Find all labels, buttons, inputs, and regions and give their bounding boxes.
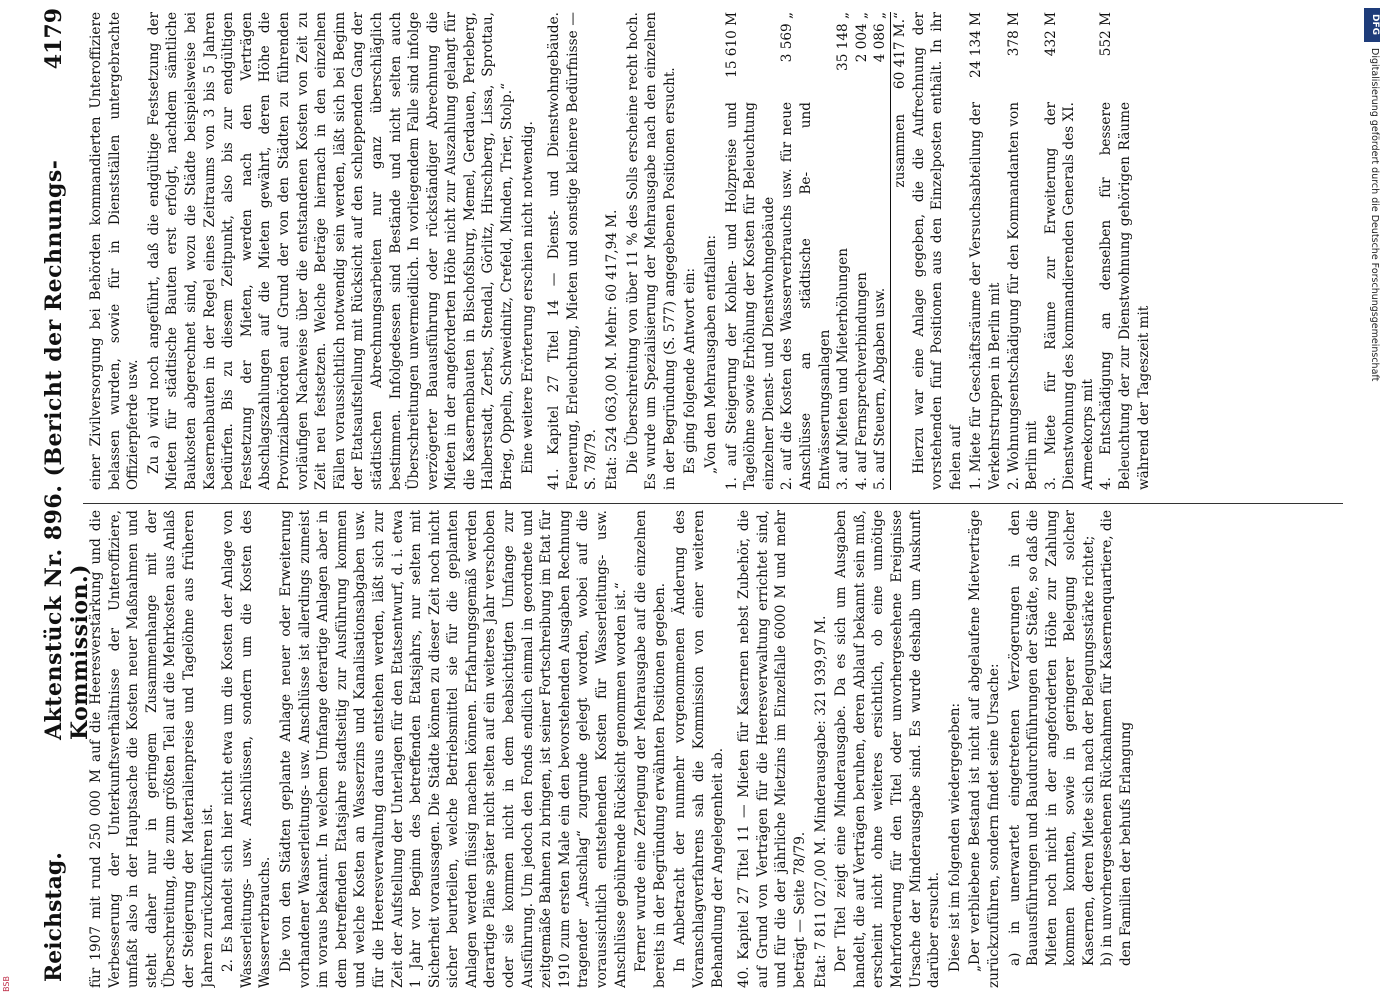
item-41-text: Die Überschreitung von über 11 % des Solls erscheine recht hoch. Es wurde um Spezialisierung der Mehrausgabe nach den einzelnen in der Begründung (S. 577) angegebenen Positionen ersucht. xyxy=(624,12,678,490)
item-41-answer-lead: „Von den Mehrausgaben entfallen: xyxy=(703,234,719,474)
cost-label: 3. auf Mieten und Mieterhöhungen xyxy=(835,248,852,490)
reason-list xyxy=(1006,510,1136,988)
annex-label: 3. Miete für Räume zur Erweiterung der Dienstwohnung des kommandierenden Generals des XI. Armeekorps mit xyxy=(1042,102,1096,490)
right-column xyxy=(87,12,1345,490)
annex-label: 2. Wohnungsentschädigung für den Kommandanten von Berlin mit xyxy=(1005,102,1041,490)
table-row xyxy=(778,12,834,490)
item-40-reply-quote: „Der verbliebene Bestand ist nicht auf abgelaufene Mietverträge zurückzuführen, sondern findet seine Ursache: xyxy=(967,510,1002,988)
cost-label: 2. auf die Kosten des Wasserverbrauchs usw. für neue Anschlüsse an städtische Be- und Entwässerungsanlagen xyxy=(779,102,833,490)
column-divider xyxy=(83,503,1343,504)
cost-value: 35 148 „ xyxy=(835,12,852,71)
cost-breakdown-table xyxy=(723,12,910,490)
paragraph: Zu a) wird noch angeführt, daß die endgültige Festsetzung der Mieten für städtische Bauten erst erfolgt, nachdem sämtliche Baukosten abgerechnet sind, wozu die Städte beispielsweise bei Kasernenbauten in der Regel eines Zeitraums von 3 bis 5 Jahren bedürfen. Bis zu diesem Zeitpunkt, also bis zur endgültigen Festsetzung der Mieten, werden nach den Verträgen Abschlagszahlungen auf die Mieten gewährt, deren Höhe die Provinzialbehörden auf Grund der von den Städten zu führenden vorläufigen Nachweise über die entstandenen Kosten von Zeit zu Zeit neu festsetzen. Welche Beträge hiernach in den einzelnen Fällen voraussichtlich notwendig sein werden, läßt sich bei Beginn der Etatsaufstellung mit Rücksicht auf den schleppenden Gang der städtischen Abrechnungsarbeiten nur ganz überschläglich bestimmen. Infolgedessen sind Bestände und nicht selten auch Überschreitungen unvermeidlich. In vorliegendem Falle sind infolge verzögerter Bauausführung oder rückständiger Abrechnung die Mieten in der angeforderten Höhe nicht zur Auszahlung gelangt für die Kasernenbauten in Bischofsburg, Memel, Gerdauen, Perleberg, Halberstadt, Zerbst, Stendal, Görlitz, Hirschberg, Lissa, Sprottau, Brieg, Oppeln, Schweidnitz, Crefeld, Minden, Trier, Stolp.“ xyxy=(145,12,516,490)
credit-text: Digitalisierung gefördert durch die Deutsche Forschungsgemeinschaft xyxy=(1369,48,1380,382)
annex-label: 1. Miete für Geschäftsräume der Versuchsabteilung der Verkehrstruppen in Berlin mit xyxy=(968,102,1003,490)
paragraph: für 1907 mit rund 250 000 M auf die Heeresverstärkung und die Verbesserung der Unterkunftsverhältnisse der Unteroffiziere, umfaßt also in der Hauptsache die Kosten neuer Maßnahmen und steht daher nur in geringem Zusammenhange mit der Überschreitung, die zum größten Teil auf die Mehrkosten aus Anlaß der Steigerung der Materialienpreise und Tagelöhne aus früheren Jahren zurückzuführen ist. xyxy=(88,510,216,988)
total-label: zusammen xyxy=(890,102,909,490)
item-40-text: Der Titel zeigt eine Minderausgabe. Da es sich um Ausgaben handelt, die auf Verträgen beruhen, deren Ablauf bekannt sein muß, erscheint nicht ohne weiteres ersichtlich, ob eine unnötige Mehrforderung für den Titel oder unvorhergesehene Ereignisse Ursache der Minderausgabe sind. Es wurde deshalb um Auskunft darüber ersucht. xyxy=(833,510,943,988)
item-41-annex-intro: Hierzu war eine Anlage gegeben, die die Aufrechnung der vorstehenden fünf Positionen aus den Einzelposten enthält. In ihr fielen auf xyxy=(910,12,964,490)
table-row xyxy=(1042,12,1098,490)
paragraph: 2. Es handelt sich hier nicht etwa um die Kosten der Anlage von Wasserleitungs- usw. Anschlüssen, sondern um die Kosten des Wasserverbrauchs. xyxy=(220,510,274,988)
list-item: b) in unvorhergesehenen Rücknahmen für Kasernenquartiere, die den Familien der behufs Erlangung xyxy=(1099,510,1135,966)
paragraph: Eine weitere Erörterung erschien nicht notwendig. xyxy=(519,121,536,474)
table-row xyxy=(871,12,890,490)
paragraph: Die von den Städten geplante Anlage neuer oder Erweiterung vorhandener Wasserleitungs- usw. Anschlüsse ist allerdings zumeist im voraus bekannt. In welchem Umfange derartige Anlagen aber in dem betreffenden Etatsjahre stadtseitig zur Ausführung kommen und welche Kosten an Wasserzins und Kanalisationsabgaben usw. für die Heeresverwaltung daraus entstehen werden, läßt sich zur Zeit der Aufstellung der Unterlagen für den Etatsentwurf, d. i. etwa 1 Jahr vor Beginn des betreffenden Etatsjahrs, nur selten mit Sicherheit voraussagen. Die Städte können zu dieser Zeit noch nicht sicher beurteilen, welche Betriebsmittel sie für die geplanten Anlagen werden flüssig machen können. Erfahrungsgemäß werden derartige Pläne später nicht selten auf ein weiteres Jahr verschoben oder sie kommen nicht in dem beabsichtigten Umfange zur Ausführung. Um jedoch den Fonds endlich einmal in geordnete und zeitgemäße Bahnen zu bringen, ist seiner Fortschreibung im Etat für 1910 zum ersten Male ein den bevorstehenden Ausgaben Rechnung tragender „Anschlag“ zugrunde gelegt worden, wobei auf die voraussichtlich entstehenden Kosten für Wasserleitungs- usw. Anschlüsse gebührende Rücksicht genommen worden ist.“ xyxy=(277,510,629,988)
table-row xyxy=(723,12,779,490)
cost-label: 1. auf Steigerung der Kohlen- und Holzpreise und Tagelöhne sowie Erhöhung der Kosten für Beleuchtung einzelner Dienst- und Dienstwohngebäude xyxy=(723,102,777,490)
paragraph: einer Zivilversorgung bei Behörden kommandierten Unteroffiziere belassen wurden, sowie für in Dienstställen untergebrachte Offizierpferde usw. xyxy=(88,12,142,490)
item-40-reply-intro: Diese ist im folgenden wiedergegeben: xyxy=(946,702,963,972)
table-row xyxy=(1005,12,1042,490)
header-left: Reichstag. xyxy=(41,852,67,982)
table-row xyxy=(1097,12,1153,490)
digitization-credit xyxy=(1354,0,1384,1000)
library-mark: BSB xyxy=(2,976,11,992)
page-number: 4179 xyxy=(41,8,67,70)
table-row xyxy=(834,12,853,490)
annex-label: 4. Entschädigung an denselben für bessere Beleuchtung der zur Dienstwohnung gehörigen Räume während der Tageszeit mit xyxy=(1098,102,1152,490)
header-title: Aktenstück Nr. 896. (Bericht der Rechnungs-Kommission.) xyxy=(41,159,93,740)
item-41-etat: Etat: 524 063,00 M. Mehr: 60 417,94 M. xyxy=(604,209,621,490)
total-value: 60 417 M.“ xyxy=(890,12,909,102)
annex-value: 378 M xyxy=(1005,12,1022,57)
left-column xyxy=(87,510,1345,988)
list-item: a) in unerwartet eingetretenen Verzögerungen in den Bauausführungen und Baudurchführungen der Städte, so daß die Mieten noch nicht in der angeforderten Höhe zur Zahlung kommen konnten, sowie in geringerer Belegung solcher Kasernen, deren Miete sich nach der Belegungsstärke richtet; xyxy=(1006,510,1097,966)
item-41-heading: 41. Kapitel 27 Titel 14 — Dienst- und Dienstwohngebäude. Feuerung, Erleuchtung, Mieten und sonstige kleinere Bedürfnisse — S. 78/79. xyxy=(546,12,600,490)
item-40-heading: 40. Kapitel 27 Titel 11 — Mieten für Kasernen nebst Zubehör, die auf Grund von Verträgen für die Heeresverwaltung errichtet sind, und für die der jährliche Mietzins im Einzelfalle 6000 M und mehr beträgt — Seite 78/79. xyxy=(736,510,808,988)
cost-value: 15 610 M xyxy=(723,12,740,78)
cost-value: 2 004 „ xyxy=(853,12,870,63)
paragraph: In Anbetracht der nunmehr vorgenommenen Änderung des Voranschlagverfahrens sah die Kommission von einer weiteren Behandlung der Angelegenheit ab. xyxy=(672,510,726,988)
dfg-logo: DFG xyxy=(1364,8,1380,42)
annex-value: 24 134 M xyxy=(968,12,985,78)
cost-label: 5. auf Steuern, Abgaben usw. xyxy=(872,287,889,490)
annex-table xyxy=(967,12,1153,490)
running-head xyxy=(35,0,93,1000)
annex-value: 552 M xyxy=(1098,12,1115,57)
item-40-etat: Etat: 7 811 027,00 M. Minderausgabe: 321 939,97 M. xyxy=(812,615,829,988)
cost-value: 3 569 „ xyxy=(779,12,796,63)
annex-value: 432 M xyxy=(1042,12,1059,57)
paragraph: Ferner wurde eine Zerlegung der Mehrausgabe auf die einzelnen bereits in der Begründung erwähnten Positionen gegeben. xyxy=(633,510,668,988)
table-total-row xyxy=(890,12,909,490)
table-row xyxy=(967,12,1004,490)
scanned-page xyxy=(35,0,1355,1000)
cost-value: 4 086 „ xyxy=(872,12,889,63)
cost-label: 4. auf Fernsprechverbindungen xyxy=(853,272,870,490)
item-41-answer-intro: Es ging folgende Antwort ein: xyxy=(682,267,699,474)
table-row xyxy=(853,12,872,490)
